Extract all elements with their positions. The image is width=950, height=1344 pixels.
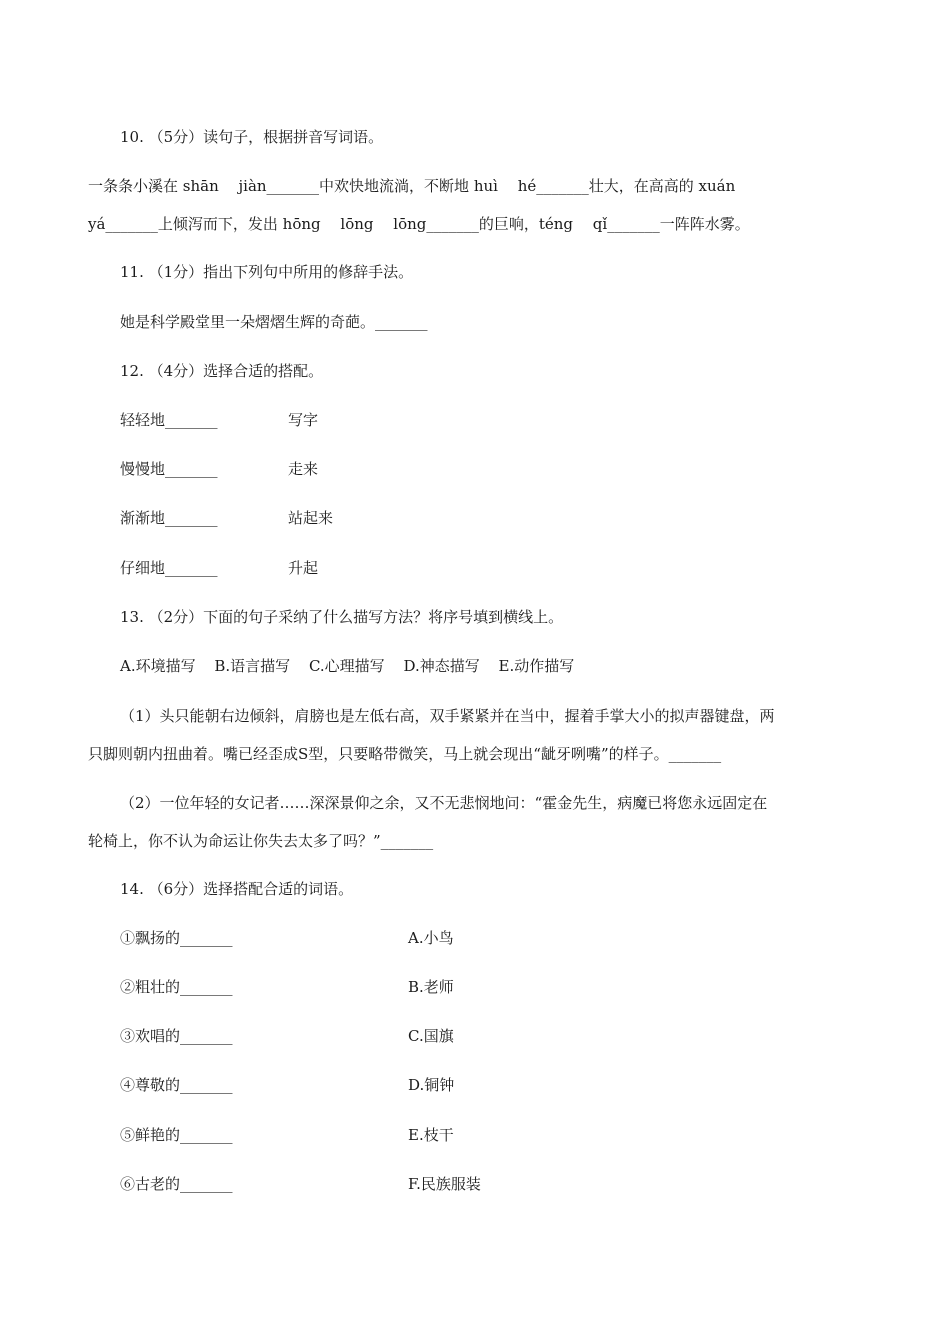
match-left-item: ②粗壮的_______ <box>120 978 233 996</box>
match-left-item: 慢慢地_______ <box>120 460 218 478</box>
option-d: D.神态描写 <box>403 657 480 675</box>
match-right-item: 升起 <box>288 559 319 577</box>
match-left-item: ⑤鲜艳的_______ <box>120 1126 233 1144</box>
match-left-item: 仔细地_______ <box>120 559 218 577</box>
match-right-item: 写字 <box>288 411 319 429</box>
question-14-header: 14. （6分）选择搭配合适的词语。 <box>120 880 354 898</box>
match-right-item: A.小鸟 <box>408 929 454 947</box>
question-10-header: 10. （5分）读句子，根据拼音写词语。 <box>120 128 384 146</box>
question-13-passage-1-line-2: 只脚则朝内扭曲着。嘴已经歪成S型，只要略带微笑，马上就会现出“龇牙咧嘴”的样子。_______ <box>88 745 722 763</box>
question-13-passage-1-line-1: （1）头只能朝右边倾斜，肩膀也是左低右高，双手紧紧并在当中，握着手掌大小的拟声器键盘，两 <box>120 707 775 725</box>
match-right-item: E.枝干 <box>408 1126 454 1144</box>
match-left-item: 渐渐地_______ <box>120 509 218 527</box>
question-11-header: 11. （1分）指出下列句中所用的修辞手法。 <box>120 263 414 281</box>
match-right-item: 站起来 <box>288 509 334 527</box>
question-10-text-line-2: yá_______上倾泻而下，发出 hōng lōng lōng_______的巨响，téng qǐ_______一阵阵水雾。 <box>88 215 750 233</box>
match-left-item: ⑥古老的_______ <box>120 1175 233 1193</box>
question-13-passage-2-line-1: （2）一位年轻的女记者……深深景仰之余，又不无悲悯地问：“霍金先生，病魔已将您永远固定在 <box>120 794 768 812</box>
match-right-item: C.国旗 <box>408 1027 454 1045</box>
option-c: C.心理描写 <box>308 657 385 675</box>
match-left-item: 轻轻地_______ <box>120 411 218 429</box>
match-left-item: ①飘扬的_______ <box>120 929 233 947</box>
match-left-item: ③欢唱的_______ <box>120 1027 233 1045</box>
question-13-header: 13. （2分）下面的句子采纳了什么描写方法？将序号填到横线上。 <box>120 608 564 626</box>
option-a: A.环境描写 <box>120 657 196 675</box>
match-right-item: 走来 <box>288 460 319 478</box>
option-b: B.语言描写 <box>214 657 291 675</box>
match-right-item: D.铜钟 <box>408 1076 455 1094</box>
match-right-item: B.老师 <box>408 978 454 996</box>
question-13-passage-2-line-2: 轮椅上，你不认为命运让你失去太多了吗？”_______ <box>88 832 434 850</box>
match-right-item: F.民族服装 <box>408 1175 481 1193</box>
question-13-options <box>120 656 588 676</box>
option-e: E.动作描写 <box>498 657 575 675</box>
match-left-item: ④尊敬的_______ <box>120 1076 233 1094</box>
question-11-sentence: 她是科学殿堂里一朵熠熠生辉的奇葩。_______ <box>120 313 428 331</box>
question-10-text-line-1: 一条条小溪在 shān jiàn_______中欢快地流淌，不断地 huì hé_______壮大，在高高的 xuán <box>88 177 736 195</box>
question-12-header: 12. （4分）选择合适的搭配。 <box>120 362 324 380</box>
